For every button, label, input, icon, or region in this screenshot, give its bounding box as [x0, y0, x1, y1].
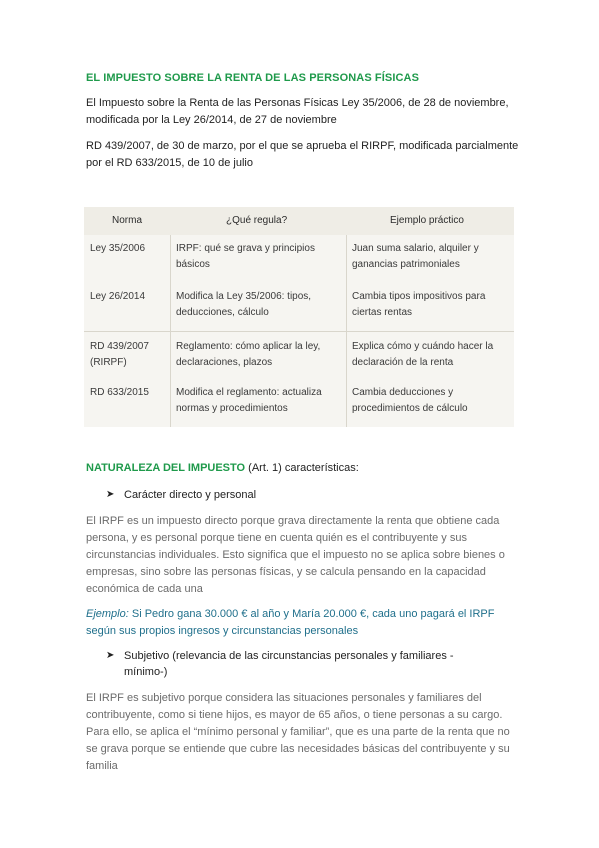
bullet-label: Subjetivo (relevancia de las circunstancias personales y familiares - mínimo-)	[124, 650, 454, 678]
table-cell: RD 633/2015	[90, 387, 149, 398]
table-cell: Cambia deducciones y procedimientos de cálculo	[352, 387, 468, 414]
regulations-table	[84, 207, 514, 427]
table-header-row	[84, 207, 514, 235]
example-label: Ejemplo:	[86, 608, 129, 620]
header-que-regula: ¿Qué regula?	[226, 215, 288, 226]
bullet-label: Carácter directo y personal	[124, 489, 257, 501]
header-norma: Norma	[112, 215, 143, 226]
table-cell: Cambia tipos impositivos para ciertas rentas	[352, 291, 486, 318]
example-text: Si Pedro gana 30.000 € al año y María 20.000 €, cada uno pagará el IRPF según sus propios ingresos y circunstancias personales	[86, 608, 495, 637]
section-title-rest: (Art. 1) características:	[245, 462, 359, 474]
table-cell: Ley 26/2014	[90, 291, 146, 302]
arrowhead-bullet-icon: ➤	[106, 489, 115, 500]
explanation-paragraph: El IRPF es subjetivo porque considera las situaciones personales y familiares del contribuyente, como si tiene hijos, es mayor de 65 años, o tiene personas a su cargo. Para ello, se aplica el “mínimo personal y familiar”, que es una parte de la renta que no se grava porque se entiende que cubre las necesidades básicas del contribuyente y su familia	[86, 692, 510, 772]
section-heading	[86, 462, 359, 474]
arrowhead-bullet-icon: ➤	[106, 650, 115, 661]
table-cell: Explica cómo y cuándo hacer la declaración de la renta	[352, 341, 494, 368]
table-cell: Ley 35/2006	[90, 243, 146, 254]
table-cell: IRPF: qué se grava y principios básicos	[176, 243, 315, 270]
example-paragraph	[86, 606, 518, 640]
table-cell: RD 439/2007 (RIRPF)	[90, 341, 149, 368]
section-title: NATURALEZA DEL IMPUESTO	[86, 462, 246, 474]
table-cell: Reglamento: cómo aplicar la ley, declaraciones, plazos	[176, 341, 321, 368]
header-ejemplo: Ejemplo práctico	[390, 215, 464, 226]
explanation-paragraph: El IRPF es un impuesto directo porque grava directamente la renta que obtiene cada persona, y es personal porque tiene en cuenta quién es el contribuyente y sus circunstancias individuales. Esto significa que el impuesto no se aplica sobre bienes o empresas, sino sobre las personas físicas, y se calcula pensando en la capacidad económica de cada una	[86, 515, 505, 595]
main-heading: EL IMPUESTO SOBRE LA RENTA DE LAS PERSONAS FÍSICAS	[86, 72, 420, 84]
table-cell: Modifica el reglamento: actualiza normas y procedimientos	[176, 387, 322, 414]
table-cell: Juan suma salario, alquiler y ganancias patrimoniales	[352, 243, 479, 270]
table-cell: Modifica la Ley 35/2006: tipos, deducciones, cálculo	[176, 291, 312, 318]
law-reference-paragraph: El Impuesto sobre la Renta de las Personas Físicas Ley 35/2006, de 28 de noviembre, modificada por la Ley 26/2014, de 27 de noviembre	[86, 97, 509, 126]
regulation-reference-paragraph: RD 439/2007, de 30 de marzo, por el que se aprueba el RIRPF, modificada parcialmente por el RD 633/2015, de 10 de julio	[86, 140, 519, 169]
row-divider	[84, 331, 514, 332]
